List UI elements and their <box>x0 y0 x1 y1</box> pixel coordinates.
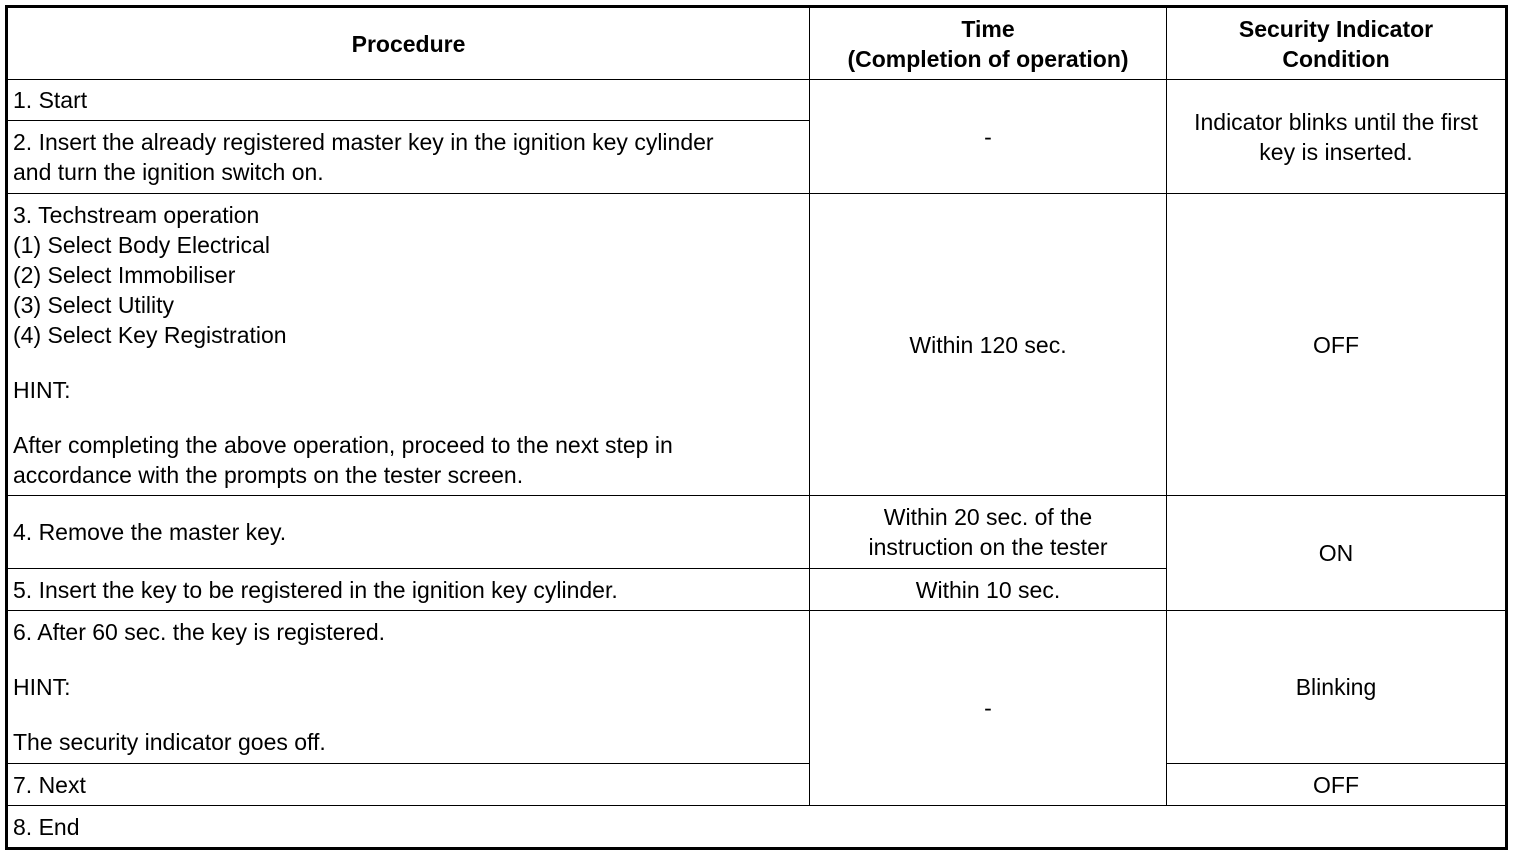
step-1-cell <box>7 80 810 121</box>
time-header-line2: (Completion of operation) <box>847 45 1129 72</box>
time-steps-6-7-text: - <box>984 695 992 721</box>
step-8-cell <box>7 806 1507 849</box>
indicator-steps-4-5-text: ON <box>1318 540 1354 566</box>
time-step-3-text: Within 120 sec. <box>909 331 1067 358</box>
step-3-hint-label: HINT: <box>13 377 71 403</box>
indicator-header-line2: Condition <box>1282 45 1390 72</box>
step-4-text: 4. Remove the master key. <box>13 519 287 545</box>
step-7-text: 7. Next <box>13 771 86 798</box>
indicator-header <box>1167 7 1507 80</box>
time-step-5-cell <box>810 569 1167 611</box>
indicator-step-6-cell <box>1167 611 1507 764</box>
time-header <box>810 7 1167 80</box>
time-step-4-line2: instruction on the tester <box>868 534 1108 560</box>
step-6-hint-label: HINT: <box>13 674 71 700</box>
step-6-text: 6. After 60 sec. the key is registered. <box>13 619 386 645</box>
step-6-cell <box>7 611 810 764</box>
step-3-cell <box>7 194 810 496</box>
spacer <box>13 350 809 375</box>
step-3-sub-2: (2) Select Immobiliser <box>13 262 236 288</box>
step-3-sub-4: (4) Select Key Registration <box>13 322 287 348</box>
indicator-step-3-cell <box>1167 194 1507 496</box>
time-step-3-cell <box>810 194 1167 496</box>
table-row <box>7 764 1507 806</box>
indicator-step-6-text: Blinking <box>1295 674 1377 700</box>
procedure-header <box>7 7 810 80</box>
indicator-step-7-cell <box>1167 764 1507 806</box>
spacer <box>13 405 809 430</box>
table-row <box>7 496 1507 569</box>
step-5-text: 5. Insert the key to be registered in the ignition key cylinder. <box>13 576 618 603</box>
step-3-hint-line2: accordance with the prompts on the tester screen. <box>13 462 524 488</box>
time-step-5-text: Within 10 sec. <box>915 576 1061 603</box>
step-6-hint-text: The security indicator goes off. <box>13 729 326 755</box>
spacer <box>13 647 809 672</box>
time-step-4-cell <box>810 496 1167 569</box>
header-row <box>7 7 1507 80</box>
step-3-sub-3: (3) Select Utility <box>13 292 175 318</box>
step-3-title: 3. Techstream operation <box>13 202 260 228</box>
table-row <box>7 80 1507 121</box>
indicator-step-7-text: OFF <box>1313 771 1359 798</box>
step-4-cell <box>7 496 810 569</box>
indicator-steps-1-2-cell <box>1167 80 1507 194</box>
time-steps-1-2-cell <box>810 80 1167 194</box>
step-3-sub-1: (1) Select Body Electrical <box>13 232 270 258</box>
table-row <box>7 806 1507 849</box>
indicator-steps-4-5-cell <box>1167 496 1507 611</box>
step-8-text: 8. End <box>13 813 80 840</box>
step-3-hint-line1: After completing the above operation, proceed to the next step in <box>13 432 673 458</box>
procedure-header-label: Procedure <box>351 30 466 57</box>
step-2-line2: and turn the ignition switch on. <box>13 159 324 185</box>
table-row <box>7 194 1507 496</box>
time-header-line1: Time <box>961 15 1015 42</box>
step-2-cell <box>7 121 810 194</box>
key-registration-procedure-table <box>5 5 1508 850</box>
time-steps-1-2-text: - <box>984 123 992 150</box>
indicator-steps-1-2-line1: Indicator blinks until the first <box>1194 108 1478 135</box>
step-7-cell <box>7 764 810 806</box>
indicator-steps-1-2-line2: key is inserted. <box>1259 138 1413 165</box>
time-steps-6-7-cell <box>810 611 1167 806</box>
step-1-text: 1. Start <box>13 87 88 113</box>
indicator-step-3-text: OFF <box>1313 331 1359 358</box>
spacer <box>13 702 809 727</box>
table-row <box>7 611 1507 764</box>
time-step-4-line1: Within 20 sec. of the <box>883 504 1093 530</box>
step-2-line1: 2. Insert the already registered master key in the ignition key cylinder <box>13 129 714 155</box>
indicator-header-line1: Security Indicator <box>1238 15 1434 42</box>
step-5-cell <box>7 569 810 611</box>
